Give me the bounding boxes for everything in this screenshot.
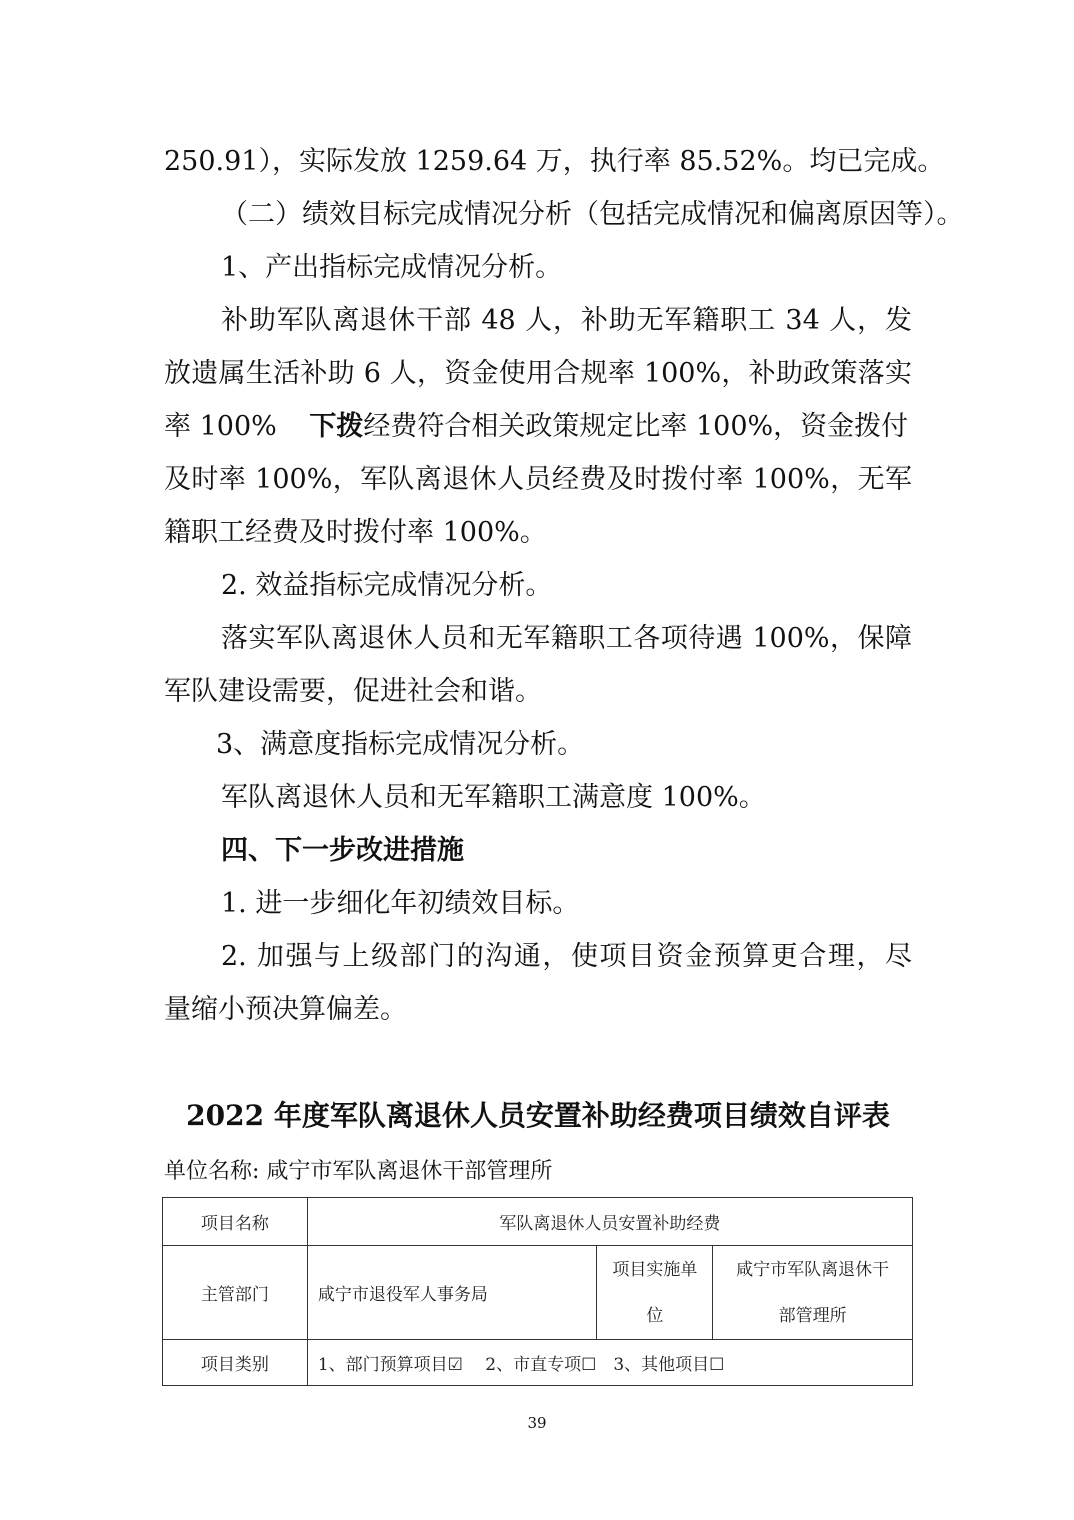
self-evaluation-table [162, 1197, 913, 1386]
subheading-output: 1、产出指标完成情况分析。 [221, 252, 563, 283]
body-line-11: 军队建设需要，促进社会和谐。 [164, 676, 542, 707]
body-line-17: 量缩小预决算偏差。 [164, 994, 407, 1025]
project-name-label: 项目名称 [163, 1198, 308, 1246]
table-row-project-name [163, 1198, 913, 1246]
unit-name-label: 单位名称: 咸宁市军队离退休干部管理所 [164, 1159, 553, 1184]
body-line-10: 落实军队离退休人员和无军籍职工各项待遇 100%，保障 [221, 623, 912, 654]
category-label: 项目类别 [163, 1340, 308, 1386]
body-line-6 [164, 410, 908, 444]
body-line-1: 250.91），实际发放 1259.64 万，执行率 85.52%。均已完成。 [164, 146, 945, 177]
category-value: 1、部门预算项目☑ 2、市直专项☐ 3、其他项目☐ [307, 1340, 912, 1386]
implementer-value-line-2: 部管理所 [778, 1305, 847, 1326]
table-row-department [163, 1246, 913, 1340]
subheading-benefit: 2. 效益指标完成情况分析。 [221, 570, 553, 601]
body-line-5: 放遗属生活补助 6 人，资金使用合规率 100%，补助政策落实 [164, 358, 912, 389]
implementer-label-line-2: 位 [646, 1305, 664, 1326]
subheading-satisfaction: 3、满意度指标完成情况分析。 [216, 729, 585, 760]
table-row-category [163, 1340, 913, 1386]
body-line-16: 2. 加强与上级部门的沟通，使项目资金预算更合理，尽 [221, 941, 912, 972]
body-line-13: 军队离退休人员和无军籍职工满意度 100%。 [221, 782, 766, 813]
implementer-label [597, 1246, 713, 1340]
body-line-4: 补助军队离退休干部 48 人，补助无军籍职工 34 人，发 [221, 305, 912, 336]
implementer-label-line-1: 项目实施单 [612, 1259, 698, 1280]
body-line-15: 1. 进一步细化年初绩效目标。 [221, 888, 580, 919]
body-line-8: 籍职工经费及时拨付率 100%。 [164, 517, 547, 548]
section-heading-improvement: 四、下一步改进措施 [221, 835, 464, 866]
body-line-7: 及时率 100%，军队离退休人员经费及时拨付率 100%，无军 [164, 464, 912, 495]
body-line-6-a: 率 100% [164, 411, 277, 442]
table-title: 2022 年度军队离退休人员安置补助经费项目绩效自评表 [186, 1099, 890, 1132]
implementer-value-line-1: 咸宁市军队离退休干 [736, 1259, 890, 1280]
section-heading-performance: （二）绩效目标完成情况分析（包括完成情况和偏离原因等）。 [221, 199, 964, 230]
body-line-6-b: 经费符合相关政策规定比率 100%，资金拨付 [363, 411, 909, 442]
implementer-value [713, 1246, 913, 1340]
page-number: 39 [527, 1414, 547, 1432]
project-name-value: 军队离退休人员安置补助经费 [307, 1198, 912, 1246]
department-value: 咸宁市退役军人事务局 [307, 1246, 597, 1340]
body-line-6-bold: 下拨 [309, 411, 364, 442]
department-label: 主管部门 [163, 1246, 308, 1340]
